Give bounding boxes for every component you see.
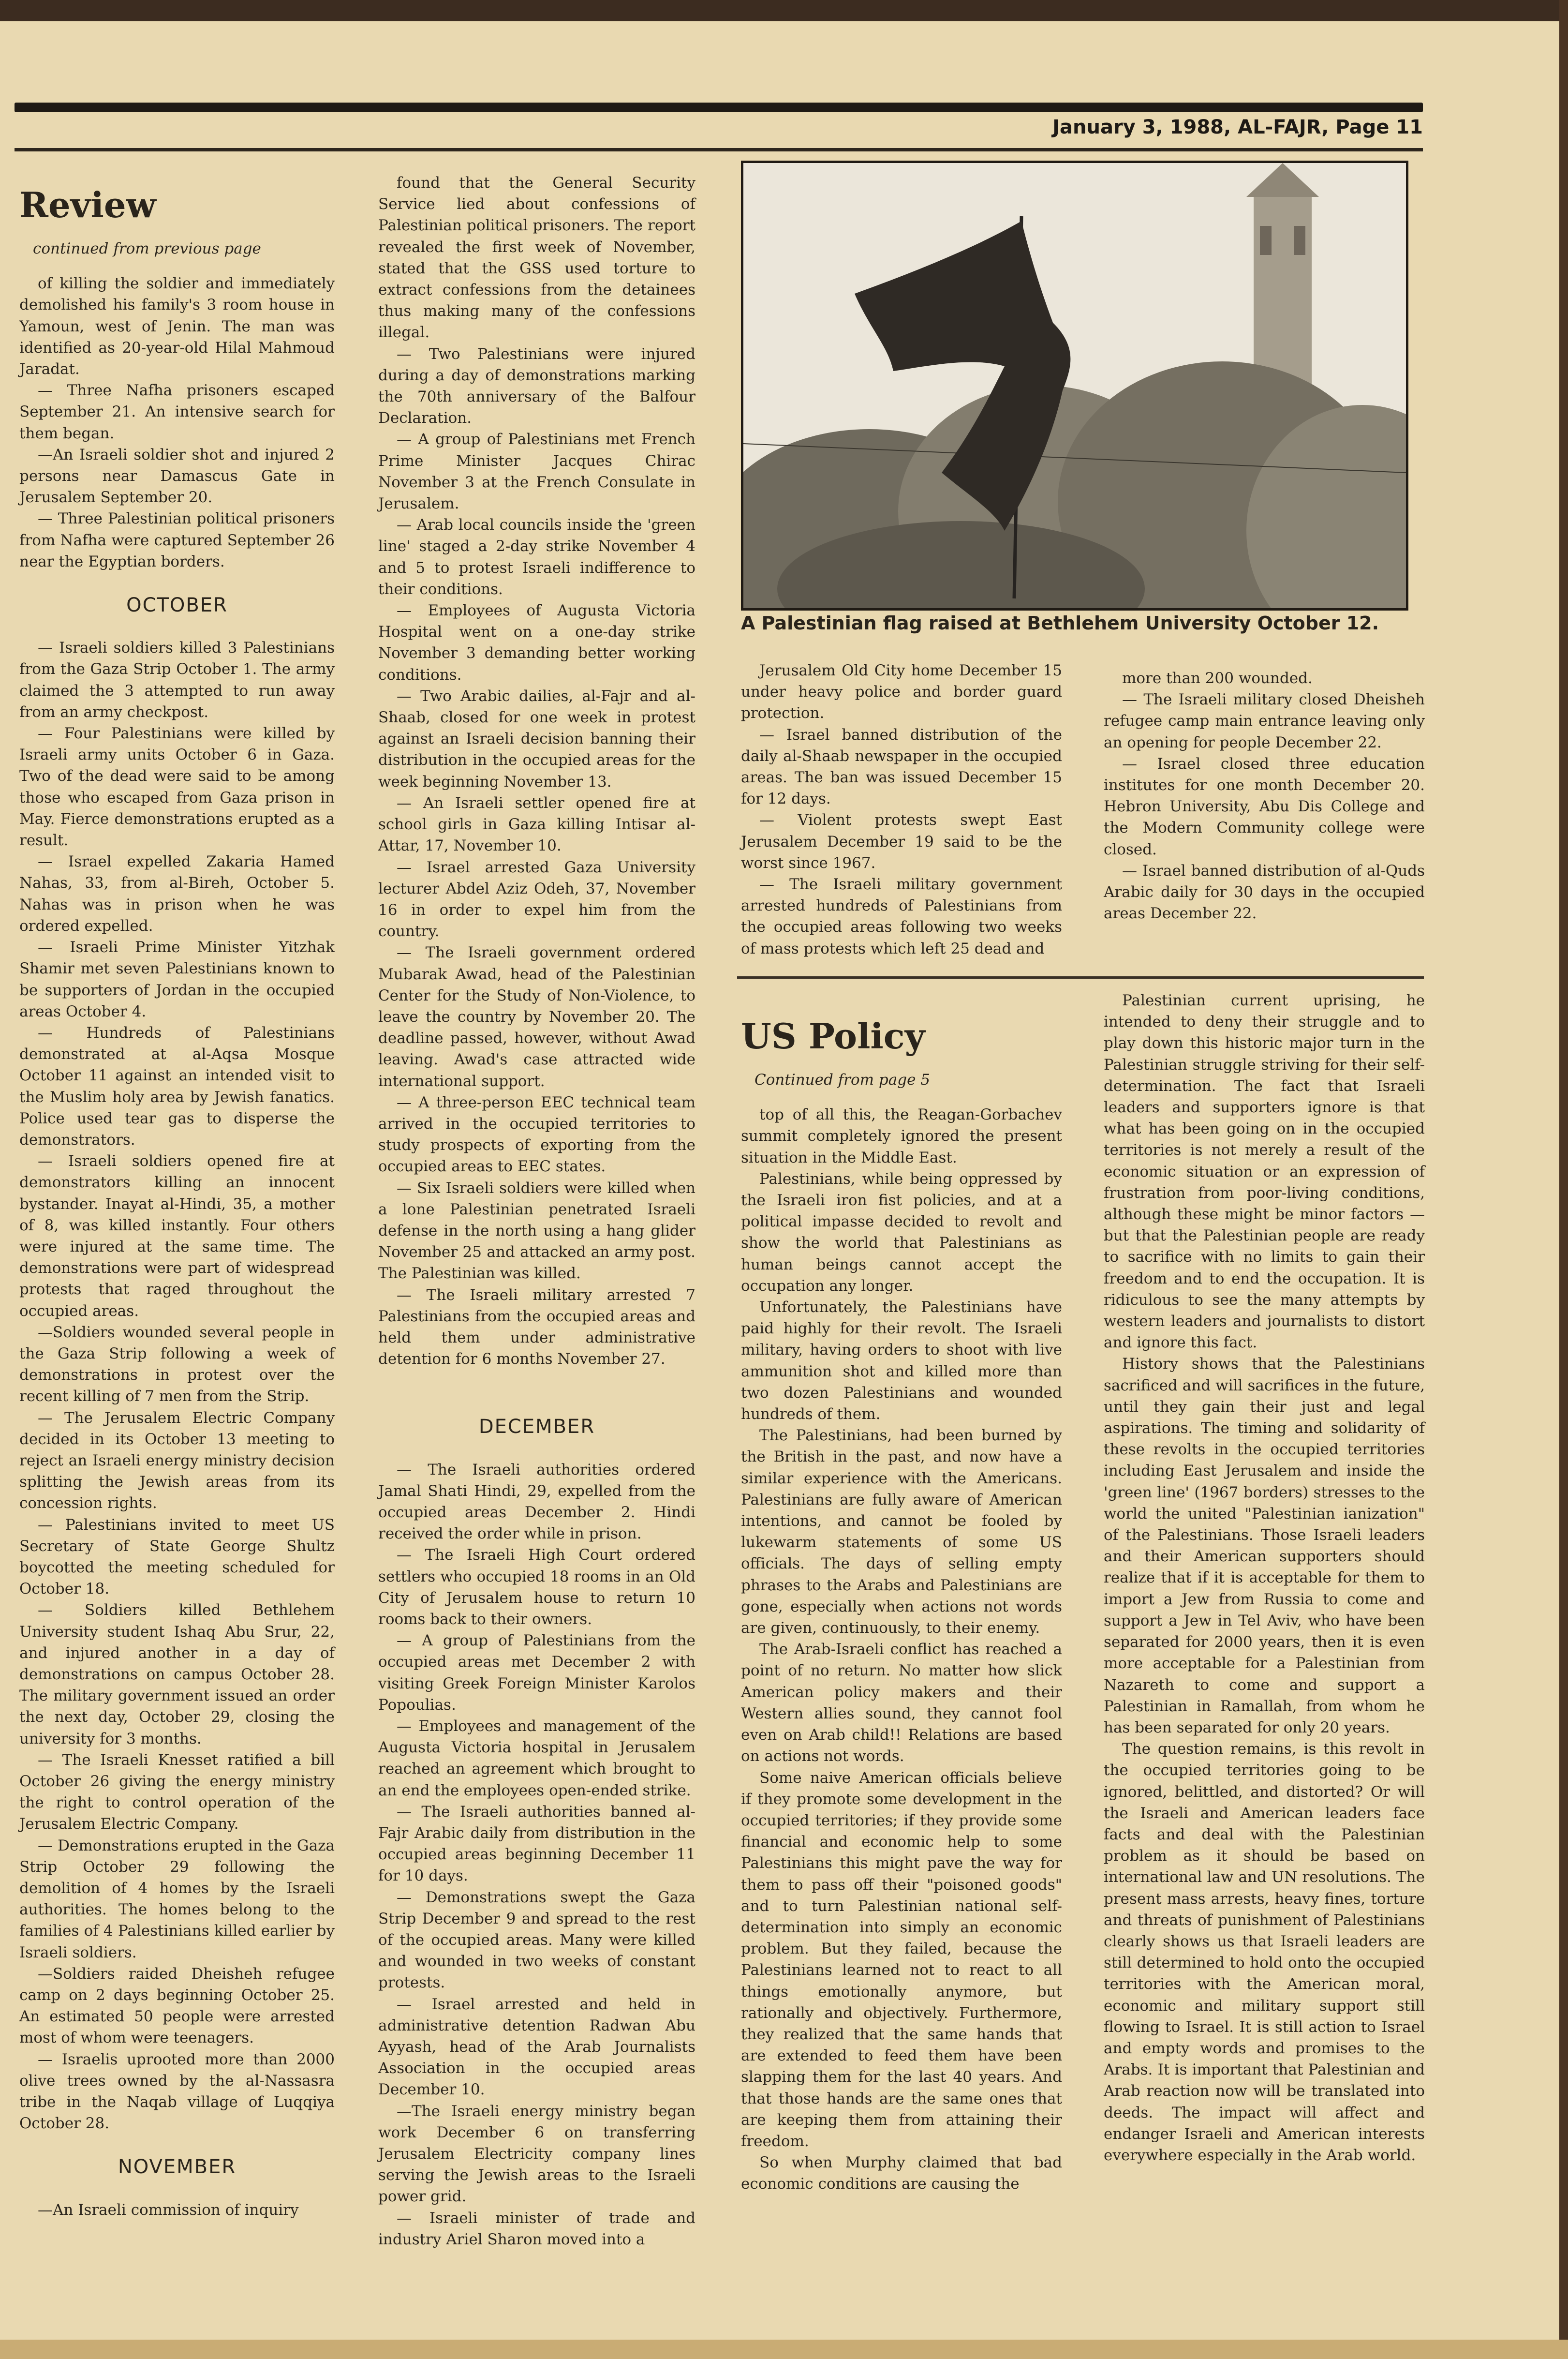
article-paragraph: of killing the soldier and immediately demolished his family's 3 room house in Yamoun, west of Jenin. The man was identified as 20-year-old Hilal Mahmoud Jaradat. [19, 275, 335, 378]
article-paragraph: — Israel expelled Zakaria Hamed Nahas, 33, from al-Bireh, October 5. Nahas was in prison when he was ordered expelled. [19, 853, 335, 935]
article-paragraph: — Soldiers killed Bethlehem University student Ishaq Abu Srur, 22, and injured another in a day of demonstrations on campus October 28. The military government issued an order the next day, October 29, closing the university for 3 months. [19, 1601, 335, 1747]
review-title: Review [19, 184, 156, 225]
review-intro-paras [19, 273, 335, 572]
article-paragraph: — A group of Palestinians from the occupied areas met December 2 with visiting Greek Foreign Minister Karolos Popoulias. [378, 1632, 695, 1714]
page-bottom-edge [0, 2340, 1568, 2359]
november-heading: NOVEMBER [118, 2156, 237, 2179]
us-policy-paras-2 [1104, 990, 1425, 2166]
review-column-3 [741, 660, 1062, 959]
review-column-2 [378, 172, 695, 2250]
article-paragraph: — Israeli minister of trade and industry Ariel Sharon moved into a [378, 2209, 695, 2248]
us-policy-paras-1 [741, 1104, 1062, 2195]
article-paragraph: — Three Nafha prisoners escaped September 21. An intensive search for them began. [19, 382, 335, 442]
article-paragraph: — Violent protests swept East Jerusalem December 19 said to be the worst since 1967. [741, 811, 1062, 872]
article-paragraph: top of all this, the Reagan-Gorbachev summit completely ignored the present situation in the Middle East. [741, 1106, 1062, 1166]
continued-note: continued from previous page [33, 240, 261, 257]
flag-photo-image [743, 163, 1406, 608]
article-paragraph: — The Israeli military closed Dheisheh refugee camp main entrance leaving only an opening for people December 22. [1104, 691, 1425, 751]
article-paragraph: Some naive American officials believe if they promote some development in the occupied territories; if they provide some financial and economic help to some Palestinians this might pave the way for them to pass off their "poisoned goods" and to turn Palestinian national self-determination into simply an economic problem. But they failed, because the Palestinians learned not to react to all things emotionally anymore, but rationally and objectively. Furthermore, they realized that the same hands that are extended to feed them have been slapping them for the last 40 years. And that those hands are the same ones that are keeping them from attaining their freedom. [741, 1769, 1062, 2150]
article-paragraph: — The Israeli authorities ordered Jamal Shati Hindi, 29, expelled from the occupied areas December 2. Hindi received the order while in prison. [378, 1461, 695, 1543]
us-policy-column-1 [741, 1016, 1062, 2195]
article-paragraph: — A group of Palestinians met French Prime Minister Jacques Chirac November 3 at the French Consulate in Jerusalem. [378, 431, 695, 513]
article-paragraph: — The Jerusalem Electric Company decided in its October 13 meeting to reject an Israeli energy ministry decision splitting the Jewish areas from its concession rights. [19, 1409, 335, 1512]
article-paragraph: So when Murphy claimed that bad economic conditions are causing the [741, 2154, 1062, 2193]
article-paragraph: — Six Israeli soldiers were killed when a lone Palestinian penetrated Israeli defense in the north using a hang glider November 25 and attacked an army post. The Palestinian was killed. [378, 1179, 695, 1283]
article-paragraph: —The Israeli energy ministry began work December 6 on transferring Jerusalem Electricity company lines serving the Jewish areas to the Israeli power grid. [378, 2102, 695, 2206]
us-policy-continued-note: Continued from page 5 [754, 1071, 930, 1089]
article-paragraph: — Demonstrations swept the Gaza Strip December 9 and spread to the rest of the occupied areas. Many were killed and wounded in two weeks of constant protests. [378, 1888, 695, 1992]
flag-photo [741, 161, 1408, 611]
article-paragraph: — Israel banned distribution of the daily al-Shaab newspaper in the occupied areas. The ban was issued December 15 for 12 days. [741, 726, 1062, 808]
article-paragraph: — Israel banned distribution of al-Quds Arabic daily for 30 days in the occupied areas December 22. [1104, 862, 1425, 923]
december-final-paras [1104, 668, 1425, 924]
article-paragraph: — The Israeli government ordered Mubarak Awad, head of the Palestinian Center for the Study of Non-Violence, to leave the country by November 20. The deadline passed, however, without Awad leaving. Awad's case attracted wide international support. [378, 944, 695, 1090]
article-paragraph: The Arab-Israeli conflict has reached a point of no return. No matter how slick American policy makers and their Western allies sound, they cannot fool even on Arab child!! Relations are based on actions not words. [741, 1641, 1062, 1765]
article-paragraph: — Israel arrested and held in administrative detention Radwan Abu Ayyash, head of the Arab Journalists Association in the occupied areas December 10. [378, 1995, 695, 2099]
article-paragraph: —An Israeli commission of inquiry [38, 2201, 299, 2219]
article-paragraph: — Israelis uprooted more than 2000 olive trees owned by the al-Nassasra tribe in the Naqab village of Luqqiya October 28. [19, 2050, 335, 2133]
article-paragraph: — Israeli soldiers opened fire at demonstrators killing an innocent bystander. Inayat al-Hindi, 35, a mother of 8, was killed instantly. Four others were injured at the same time. The demonstrations were part of widespread protests that raged throughout the occupied areas. [19, 1152, 335, 1320]
november-paras [19, 2199, 335, 2221]
review-column-4 [1104, 668, 1425, 924]
article-paragraph: Jerusalem Old City home December 15 under heavy police and border guard protection. [741, 662, 1062, 722]
article-paragraph: Palestinians, while being oppressed by the Israeli iron fist policies, and at a political impasse decided to revolt and show the world that Palestinians as human beings cannot accept the occupation any longer. [741, 1170, 1062, 1295]
article-paragraph: — Arab local councils inside the 'green line' staged a 2-day strike November 4 and 5 to protest Israeli indifference to their conditions. [378, 516, 695, 598]
article-paragraph: — Employees and management of the Augusta Victoria hospital in Jerusalem reached an agreement which brought to an end the employees open-ended strike. [378, 1717, 695, 1799]
article-paragraph: — The Israeli Knesset ratified a bill October 26 giving the energy ministry the right to control operation of the Jerusalem Electric Company. [19, 1751, 335, 1833]
article-paragraph: — Three Palestinian political prisoners from Nafha were captured September 26 near the Egyptian borders. [19, 510, 335, 570]
article-paragraph: — The Israeli authorities banned al-Fajr Arabic daily from distribution in the occupied areas beginning December 11 for 10 days. [378, 1803, 695, 1885]
photo-caption: A Palestinian flag raised at Bethlehem University October 12. [741, 612, 1379, 634]
article-paragraph: — A three-person EEC technical team arrived in the occupied territories to study prospects of exporting from the occupied areas to EEC states. [378, 1093, 695, 1176]
article-paragraph: — Israel arrested Gaza University lecturer Abdel Aziz Odeh, 37, November 16 in order to expel him from the country. [378, 858, 695, 941]
article-paragraph: — Two Arabic dailies, al-Fajr and al-Shaab, closed for one week in protest against an Israeli decision banning their distribution in the occupied areas for the week beginning November 13. [378, 687, 695, 791]
article-paragraph: — Israeli soldiers killed 3 Palestinians from the Gaza Strip October 1. The army claimed the 3 attempted to run away from an army checkpost. [19, 639, 335, 721]
article-paragraph: Palestinian current uprising, he intended to deny their struggle and to play down this historic major turn in the Palestinian struggle striving for their self-determination. The fact that Israeli leaders and supporters ignore is that what has been going on in the occupied territories is not merely a result of the economic situation or an expression of frustration from poor-living conditions, although these might be minor factors — but that the Palestinian people are ready to sacrifice with no limits to gain their freedom and to end the occupation. It is ridiculous to see the many attempts by western leaders and journalists to distort and ignore this fact. [1104, 992, 1425, 1352]
article-paragraph: — The Israeli military government arrested hundreds of Palestinians from the occupied areas following two weeks of mass protests which left 25 dead and [741, 876, 1062, 957]
article-paragraph: — Demonstrations erupted in the Gaza Strip October 29 following the demolition of 4 homes by the Israeli authorities. The homes belong to the families of 4 Palestinians killed earlier by Israeli soldiers. [19, 1836, 335, 1961]
article-paragraph: — Two Palestinians were injured during a day of demonstrations marking the 70th anniversary of the Balfour Declaration. [378, 345, 695, 427]
header-rule-thick [15, 103, 1423, 112]
us-policy-column-2 [1104, 990, 1425, 2166]
article-paragraph: —An Israeli soldier shot and injured 2 persons near Damascus Gate in Jerusalem September 20. [19, 446, 335, 507]
page-edge [1559, 0, 1568, 2359]
article-paragraph: — Israel closed three education institutes for one month December 20. Hebron University, Abu Dis College and the Modern Community college were closed. [1104, 755, 1425, 858]
header-rule-thin [15, 148, 1423, 151]
december-continued-paras [741, 660, 1062, 959]
section-separator [737, 976, 1424, 979]
article-paragraph: — Palestinians invited to meet US Secretary of State George Shultz boycotted the meeting scheduled for October 18. [19, 1516, 335, 1598]
article-paragraph: — The Israeli military arrested 7 Palestinians from the occupied areas and held them under administrative detention for 6 months November 27. [378, 1286, 695, 1368]
article-paragraph: The Palestinians, had been burned by the British in the past, and now have a similar experience with the Americans. Palestinians are fully aware of American intentions, and cannot be fooled by lukewarm statements of some US officials. The days of selling empty phrases to the Arabs and Palestinians are gone, especially when actions not words are given, continuously, to their enemy. [741, 1427, 1062, 1637]
article-paragraph: — Four Palestinians were killed by Israeli army units October 6 in Gaza. Two of the dead were said to be among those who escaped from Gaza prison in May. Fierce demonstrations erupted as a result. [19, 725, 335, 850]
december-paras [378, 1459, 695, 2251]
article-paragraph: found that the General Security Service lied about confessions of Palestinian political prisoners. The report revealed the first week of November, stated that the GSS used torture to extract confessions from the detainees thus making many of the confessions illegal. [378, 174, 695, 342]
top-border [0, 0, 1568, 21]
article-paragraph: — Israeli Prime Minister Yitzhak Shamir met seven Palestinians known to be supporters of Jordan in the occupied areas October 4. [19, 939, 335, 1020]
us-policy-title: US Policy [741, 1015, 925, 1057]
article-paragraph: History shows that the Palestinians sacrificed and will sacrifices in the future, until they gain their just and legal aspirations. The timing and solidarity of these revolts in the occupied territories including East Jerusalem and inside the 'green line' (1967 borders) stresses to the world the united "Palestinian ianization" of the Palestinians. Those Israeli leaders and their American supporters should realize that if it is acceptable for them to import a Jew from Russia to come and support a Jew in Tel Aviv, who have been separated for 2000 years, then it is even more acceptable for a Palestinian from Nazareth to come and support a Palestinian in Ramallah, from whom he has been separated for only 20 years. [1104, 1355, 1425, 1736]
article-paragraph: — Hundreds of Palestinians demonstrated at al-Aqsa Mosque October 11 against an intended visit to the Muslim holy area by Jewish fanatics. Police used tear gas to disperse the demonstrators. [19, 1024, 335, 1149]
page-header: January 3, 1988, AL-FAJR, Page 11 [1052, 116, 1423, 138]
article-paragraph: — An Israeli settler opened fire at school girls in Gaza killing Intisar al-Attar, 17, November 10. [378, 794, 695, 855]
article-paragraph: — Employees of Augusta Victoria Hospital went on a one-day strike November 3 demanding better working conditions. [378, 602, 695, 684]
review-column-1 [19, 185, 335, 2221]
article-paragraph: The question remains, is this revolt in the occupied territories going to be ignored, belittled, and distorted? Or will the Israeli and American leaders face facts and deal with the Palestinian problem as it should be based on international law and UN resolutions. The present mass arrests, heavy fines, torture and threats of punishment of Palestinians clearly shows us that Israeli leaders are still determined to hold onto the occupied territories with the American moral, economic and military support still flowing to Israel. It is still action to Israel and empty words and promises to the Arabs. It is important that Palestinian and Arab reaction now will be translated into deeds. The impact will affect and endanger Israeli and American interests everywhere especially in the Arab world. [1104, 1740, 1425, 2164]
article-paragraph: — The Israeli High Court ordered settlers who occupied 18 rooms in an Old City of Jerusalem house to return 10 rooms back to their owners. [378, 1546, 695, 1628]
december-heading: DECEMBER [478, 1416, 595, 1438]
october-paras [19, 637, 335, 2134]
october-heading: OCTOBER [126, 594, 228, 617]
article-paragraph: —Soldiers wounded several people in the Gaza Strip following a week of demonstrations in protest over the recent killing of 7 men from the Strip. [19, 1323, 335, 1405]
article-paragraph: —Soldiers raided Dheisheh refugee camp on 2 days beginning October 25. An estimated 50 people were arrested most of whom were teenagers. [19, 1965, 335, 2047]
november-continued-paras [378, 172, 695, 1370]
article-paragraph: more than 200 wounded. [1122, 670, 1313, 687]
article-paragraph: Unfortunately, the Palestinians have paid highly for their revolt. The Israeli military, having orders to shoot with live ammunition shot and killed more than two dozen Palestinians and wounded hundreds of them. [741, 1299, 1062, 1423]
